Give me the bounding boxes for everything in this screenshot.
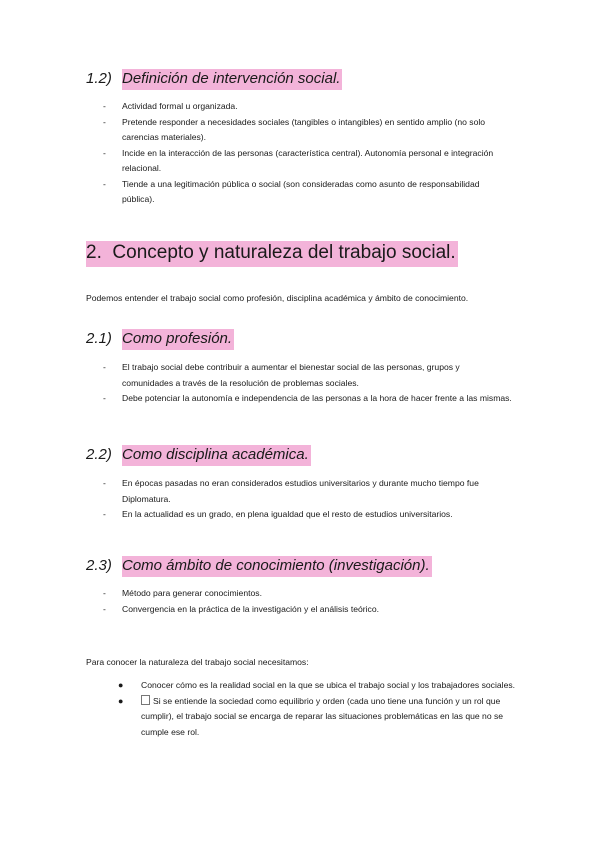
list-item: - Incide en la interacción de las personas (característica central). Autonomía personal e integración relacional. [103,147,494,173]
list-ambito [103,586,513,617]
dash-marker: - [103,588,106,598]
heading-como-ambito [86,557,432,574]
list-item: ● Si se entiende la sociedad como equilibrio y orden (cada uno tiene una función y un rol que cumplir), el trabajo social se encarga de reparar las situaciones problemáticas en las que no se cumple ese rol. [118,695,504,737]
list-item: - Método para generar conocimientos. [103,586,513,602]
heading-number: 2.1) [86,330,112,347]
heading-title: Como profesión. [122,329,234,350]
dash-marker: - [103,393,106,403]
heading-number: 2.2) [86,446,112,463]
heading-como-disciplina [86,446,311,463]
list-item: - El trabajo social debe contribuir a aumentar el bienestar social de las personas, grupos y comunidades a través de la resolución de problemas sociales. [103,362,460,388]
list-naturaleza [118,678,518,740]
list-item: - Tiende a una legitimación pública o social (son consideradas como asunto de responsabilidad pública). [103,178,480,204]
dash-marker: - [103,101,106,111]
heading-como-profesion [86,330,234,347]
list-item: - Pretende responder a necesidades sociales (tangibles o intangibles) en sentido amplio (no solo carencias materiales). [103,116,486,142]
list-item: - Convergencia en la práctica de la investigación y el análisis teórico. [103,602,513,618]
heading-number: 2.3) [86,557,112,574]
list-item: - Debe potenciar la autonomía e independencia de las personas a la hora de hacer frente a las mismas. [103,391,513,407]
bullet-marker: ● [118,695,124,706]
bullet-marker: ● [118,680,124,690]
dash-marker: - [103,362,106,372]
dash-marker: - [103,147,106,158]
paragraph-naturaleza: Para conocer la naturaleza del trabajo social necesitamos: [86,657,309,667]
list-profesion [103,360,513,407]
heading-title: Definición de intervención social. [122,69,342,90]
list-item: - En épocas pasadas no eran considerados estudios universitarios y durante mucho tiempo fue Diplomatura. [103,478,479,504]
missing-glyph-box [141,695,150,705]
heading-title: Como disciplina académica. [122,445,311,466]
heading-definicion-intervencion [86,70,342,87]
heading-concepto-naturaleza [86,242,458,264]
heading-number: 1.2) [86,70,112,87]
heading-title: 2. Concepto y naturaleza del trabajo social. [86,241,458,267]
list-definicion [103,99,513,208]
paragraph-intro: Podemos entender el trabajo social como profesión, disciplina académica y ámbito de conocimiento. [86,293,469,303]
list-item: ● Conocer cómo es la realidad social en la que se ubica el trabajo social y los trabajadores sociales. [118,678,518,694]
list-item: - En la actualidad es un grado, en plena igualdad que el resto de estudios universitarios. [103,507,513,523]
list-disciplina [103,476,513,523]
heading-title: Como ámbito de conocimiento (investigación). [122,556,432,577]
dash-marker: - [103,116,106,127]
list-item: - Actividad formal u organizada. [103,99,513,115]
dash-marker: - [103,478,106,488]
dash-marker: - [103,509,106,519]
dash-marker: - [103,603,106,614]
dash-marker: - [103,178,106,189]
